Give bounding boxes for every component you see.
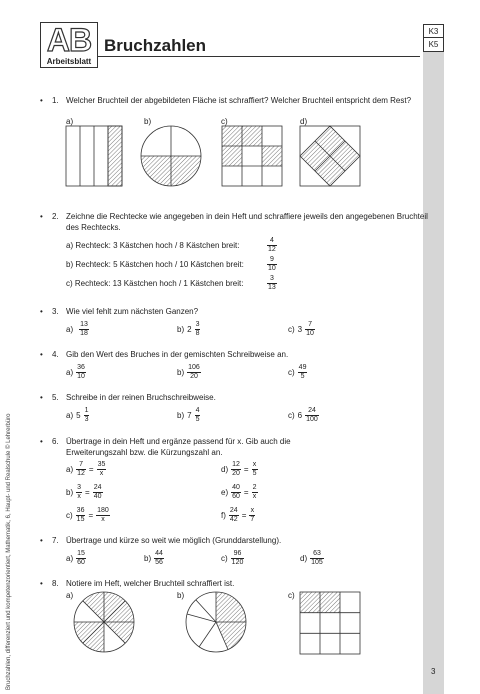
logo-ab: AB (46, 22, 92, 58)
fraction: $\frac{3}{13}$ (268, 275, 276, 291)
fraction: $\frac{9}{10}$ (268, 256, 276, 272)
exercise-text: Wie viel fehlt zum nächsten Ganzen? (66, 307, 199, 316)
item-label: a) (66, 325, 74, 334)
bullet: • (40, 350, 43, 359)
fraction: $\frac{35}{x}$ (97, 461, 106, 477)
item-label: c) (288, 368, 295, 377)
fraction: $\frac{106}{20}$ (188, 364, 200, 380)
figure-a-circle-eighths (74, 592, 134, 652)
logo-label: Arbeitsblatt (46, 57, 92, 66)
fraction: $\frac{x}{7}$ (250, 507, 255, 523)
exercise-text: Notiere im Heft, welcher Bruchteil schraffiert ist. (66, 579, 235, 588)
bullet: • (40, 579, 43, 588)
whole-number: 7 (187, 411, 192, 420)
fraction: $\frac{12}{20}$ (232, 461, 240, 477)
figure-label-d: d) (300, 117, 308, 126)
figure-c-grid (300, 592, 360, 654)
fraction: $\frac{4}{12}$ (268, 237, 276, 253)
figure-label-b: b) (177, 591, 185, 600)
fraction: $\frac{36}{10}$ (77, 364, 85, 380)
equals-sign: = (241, 511, 247, 520)
item-label: b) (66, 488, 74, 497)
item-label: e) (221, 488, 229, 497)
exercise-number: 7. (52, 536, 59, 545)
figure-label-a: a) (66, 591, 74, 600)
item-label: c) (288, 411, 295, 420)
item-label: c) Rechteck: 13 Kästchen hoch / 1 Kästchen breit: (66, 279, 244, 288)
whole-number: 2 (187, 325, 192, 334)
equals-sign: = (88, 465, 94, 474)
fraction: $\frac{36}{15}$ (76, 507, 85, 523)
exercise-number: 6. (52, 437, 59, 446)
copyright-side-text: Bruchzahlen, differenziert und kompetenzorientiert, Mathematik, 6, Haupt- und Realschule © Lehrerbüro (6, 413, 12, 690)
item-label: a) (66, 411, 74, 420)
fraction: $\frac{2}{x}$ (252, 484, 257, 500)
fraction: $\frac{3}{8}$ (195, 321, 200, 337)
item-label: d) (300, 554, 308, 563)
item-label: b) (144, 554, 152, 563)
exercise-number: 5. (52, 393, 59, 402)
exercise-text: Gib den Wert des Bruches in der gemischten Schreibweise an. (66, 350, 289, 359)
equals-sign: = (243, 465, 249, 474)
exercise-number: 3. (52, 307, 59, 316)
fraction: $\frac{4}{5}$ (195, 407, 200, 423)
exercise-text: Übertrage und kürze so weit wie möglich (Grunddarstellung). (66, 536, 282, 545)
whole-number: 3 (297, 325, 303, 334)
whole-number: 5 (76, 411, 81, 420)
figure-b-circle-sectors (186, 592, 246, 652)
fraction: $\frac{1}{3}$ (84, 407, 89, 423)
fraction: $\frac{15}{60}$ (77, 550, 85, 566)
item-label: b) (177, 411, 185, 420)
exercise-text: Übertrage in dein Heft und ergänze passend für x. Gib auch die Erweiterungszahl bzw. die Kürzungszahl an. (66, 437, 291, 457)
item-label: c) (288, 325, 295, 334)
item-label: a) Rechteck: 3 Kästchen hoch / 8 Kästchen breit: (66, 241, 240, 250)
item-label: d) (221, 465, 229, 474)
item-label: a) (66, 368, 74, 377)
equals-sign: = (88, 511, 94, 520)
equals-sign: = (85, 488, 90, 497)
item-label: b) (177, 325, 185, 334)
page-number: 3 (431, 667, 436, 676)
exercise-number: 4. (52, 350, 59, 359)
fraction: $\frac{13}{18}$ (80, 321, 88, 337)
figure-label-c: c) (221, 117, 228, 126)
item-label: a) (66, 465, 74, 474)
item-label: a) (66, 554, 74, 563)
figure-label-a: a) (66, 117, 74, 126)
bullet: • (40, 536, 43, 545)
fraction: $\frac{180}{x}$ (97, 507, 109, 523)
page-title: Bruchzahlen (104, 36, 207, 55)
item-label: c) (221, 554, 228, 563)
whole-number: 6 (297, 411, 303, 420)
bullet: • (40, 96, 43, 105)
figure-label-c: c) (288, 591, 295, 600)
fraction: $\frac{3}{x}$ (77, 484, 82, 500)
bullet: • (40, 212, 43, 221)
fraction: $\frac{7}{12}$ (77, 461, 85, 477)
bullet: • (40, 307, 43, 316)
fraction: $\frac{44}{56}$ (155, 550, 163, 566)
fraction: $\frac{49}{5}$ (298, 364, 307, 380)
code-k5: K5 (428, 40, 439, 49)
bullet: • (40, 437, 43, 446)
exercise-number: 1. (52, 96, 59, 105)
item-label: c) (66, 511, 73, 520)
figure-label-b: b) (144, 117, 152, 126)
exercise-text: Zeichne die Rechtecke wie angegeben in dein Heft und schraffiere jeweils den angegebenen Bruchteil des Rechtecks. (66, 212, 428, 232)
exercise-text: Welcher Bruchteil der abgebildeten Fläche ist schraffiert? Welcher Bruchteil entspricht dem Rest? (66, 96, 412, 105)
equals-sign: = (243, 488, 249, 497)
item-label: b) (177, 368, 185, 377)
fraction: $\frac{x}{5}$ (252, 461, 257, 477)
fraction: $\frac{40}{60}$ (232, 484, 240, 500)
fraction: $\frac{96}{120}$ (231, 550, 244, 566)
code-k3: K3 (424, 25, 443, 38)
exercise-text: Schreibe in der reinen Bruchschreibweise. (66, 393, 216, 402)
item-label: b) Rechteck: 5 Kästchen hoch / 10 Kästchen breit: (66, 260, 244, 269)
fraction: $\frac{24}{42}$ (229, 507, 238, 523)
fraction: $\frac{24}{100}$ (306, 407, 318, 423)
fraction: $\frac{24}{40}$ (93, 484, 102, 500)
fraction: $\frac{7}{10}$ (306, 321, 314, 337)
item-label: f) (221, 511, 226, 520)
exercise-number: 2. (52, 212, 59, 221)
fraction: $\frac{63}{105}$ (311, 550, 323, 566)
exercise-number: 8. (52, 579, 59, 588)
bullet: • (40, 393, 43, 402)
